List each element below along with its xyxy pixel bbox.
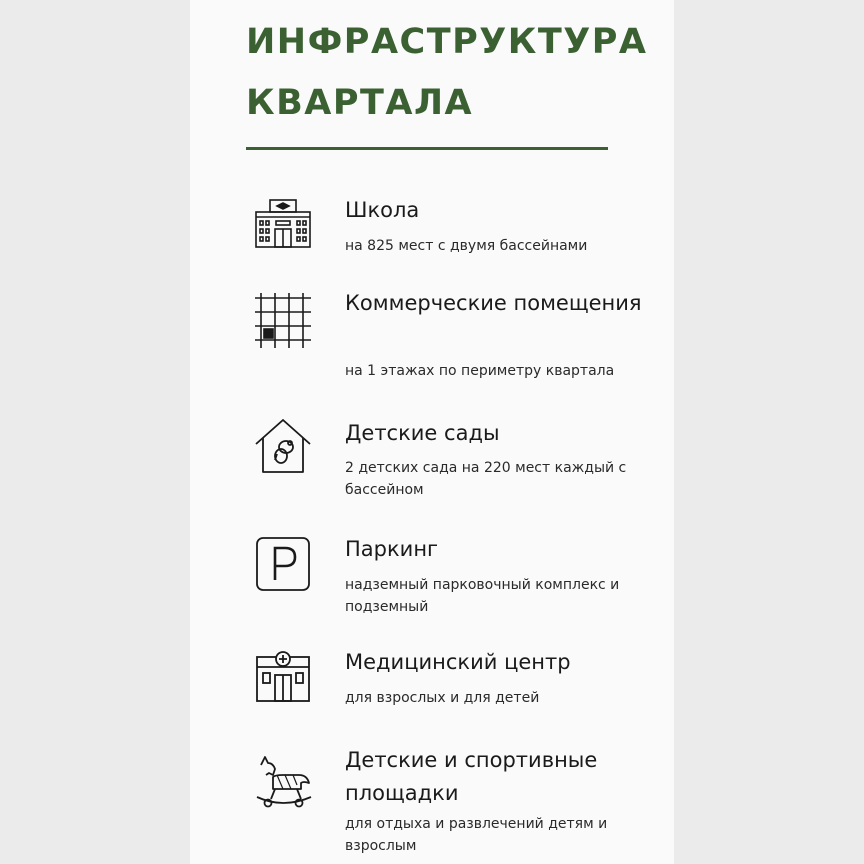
- grid-floor-plan-icon: [253, 292, 313, 352]
- item-title: Детские и спортивные площадки: [345, 748, 598, 805]
- medical-center-icon: [253, 645, 313, 705]
- rocking-horse-icon: [253, 751, 313, 811]
- item-title: Коммерческие помещения: [345, 291, 642, 315]
- item-title: Паркинг: [345, 537, 439, 561]
- item-description: надземный парковочный комплекс и подземный: [345, 577, 620, 615]
- item-description: на 825 мест с двумя бассейнами: [345, 238, 588, 254]
- item-description: 2 детских сада на 220 мест каждый с бассейном: [345, 460, 627, 498]
- school-building-icon: [253, 195, 313, 255]
- item-title: Детские сады: [345, 421, 500, 445]
- item-title: Школа: [345, 198, 420, 222]
- item-description: на 1 этажах по периметру квартала: [345, 363, 615, 379]
- kindergarten-house-icon: [253, 416, 313, 476]
- page-title: [246, 12, 666, 134]
- page-title-line-1: ИНФРАСТРУКТУРА: [246, 22, 648, 62]
- item-description: для отдыха и развлечений детям и взрослым: [345, 816, 608, 854]
- page-title-line-2: КВАРТАЛА: [246, 83, 474, 123]
- parking-icon: [253, 534, 313, 594]
- item-title: Медицинский центр: [345, 650, 571, 674]
- title-divider: [246, 147, 608, 150]
- item-description: для взрослых и для детей: [345, 690, 540, 706]
